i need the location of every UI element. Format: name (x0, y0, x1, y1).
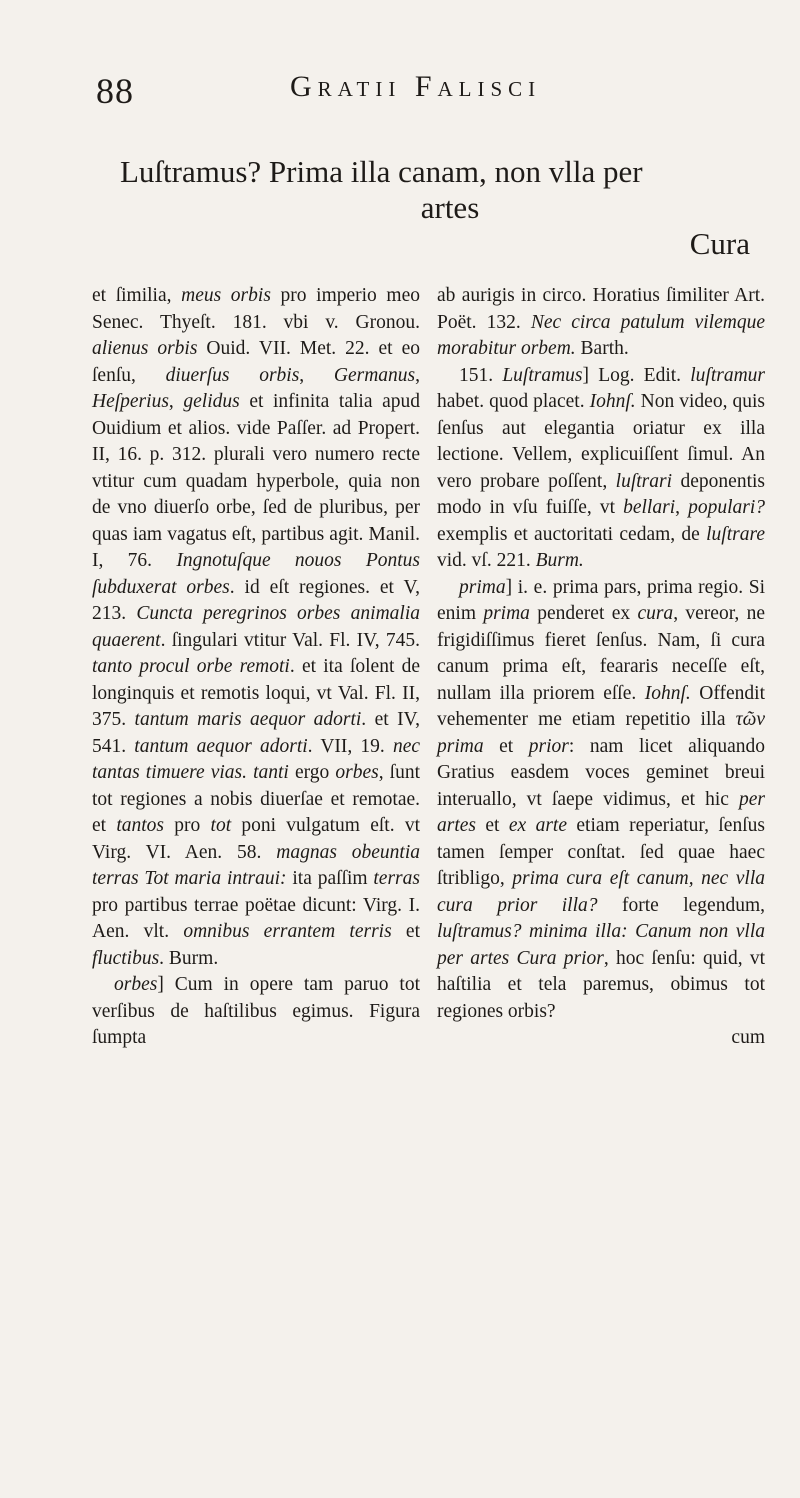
text-run: vid. vſ. 221. (437, 550, 536, 571)
text-run: . Burm. (159, 947, 219, 969)
text-run: , hoc ſenſu: quid, vt haſtilia et tela paremus, obimus tot regiones orbis? (437, 947, 766, 1022)
verse-line-2: artes (420, 190, 480, 225)
text-run: et (483, 735, 529, 757)
commentary-left-column (92, 283, 420, 1052)
text-run: et ſimilia, (92, 285, 182, 306)
text-run: Ouid. VII. Met. 22. et eo ſenſu, (92, 338, 420, 386)
italic-text: terras (373, 868, 420, 889)
text-run: 151. (459, 364, 503, 386)
italic-text: luſtrari (615, 470, 673, 492)
text-run: , ſunt tot regiones a nobis diuerſae et remotae. et (92, 762, 421, 836)
italic-text: fluctibus (92, 947, 160, 969)
text-run: . id eſt regiones. et V, 213. (92, 576, 420, 624)
italic-text: Ingnotuſque nouos Pontus ſubduxerat orbes (92, 550, 420, 598)
text-run: deponentis modo in vſu fuiſſe, vt (437, 470, 765, 518)
text-run: ergo (288, 762, 336, 783)
text-run: . et IV, 541. (92, 709, 421, 757)
text-run: , (299, 364, 334, 386)
text-run: : nam licet aliquando Gratius easdem voces geminet breui interuallo, vt ſaepe vidimus, et hic (437, 735, 765, 810)
italic-text: bellari (623, 497, 676, 518)
verse-line-3: Cura (689, 226, 750, 261)
text-run: ] Log. Edit. (582, 364, 691, 386)
text-run: , vereor, ne frigidiſſimus fieret ſenſus. Nam, ſi cura canum prima eſt, feararis neceſſe eſt, nullam illa priorem eſſe. (437, 603, 766, 704)
text-run: et infinita talia apud Ouidium et alios. vide Paſſer. ad Propert. II, 16. p. 312. plurali vero numero recte vtitur cum quadam hyperbole, quia non de vno diuerſo orbe, ſed de pluribus, per quas iam vagatus eſt, partibus agit. Manil. I, 76. (92, 391, 420, 571)
text-run: pro (164, 815, 211, 836)
verse-line-1: Luſtramus? Prima illa canam, non vlla per (120, 154, 643, 189)
text-run: et (391, 921, 420, 942)
italic-text: diuerſus orbis (165, 364, 300, 386)
italic-text: meus orbis (181, 285, 271, 306)
italic-text: orbes (335, 762, 379, 783)
italic-text: per (739, 788, 765, 810)
italic-text: Iohnſ. (644, 682, 691, 704)
text-run: exemplis et auctoritati cedam, de (437, 523, 707, 545)
text-run: Non video, quis ſenſus aut elegantia oriatur ex illa lectione. Vellem, explicuiſſent ſimul. An vero probare poſſent, (437, 391, 765, 492)
italic-text: Nec circa patulum vilemque morabitur orbem. (437, 311, 765, 359)
right-paragraph-3 (437, 575, 765, 1026)
italic-text: luſtramur (690, 364, 765, 386)
italic-text: magnas obeuntia terras Tot maria intraui: (92, 841, 420, 889)
italic-text: artes (437, 815, 476, 836)
text-run: et (476, 815, 509, 836)
italic-text: tot (210, 815, 232, 836)
text-run: , (675, 497, 689, 518)
text-run: . VII, 19. (307, 735, 393, 757)
left-paragraph-2 (92, 972, 420, 1052)
catchword: cum (731, 1027, 765, 1048)
text-run: ita paſſim (286, 868, 374, 889)
italic-text: luſtrare (706, 523, 765, 545)
right-paragraph-2 (437, 363, 765, 575)
text-run: ab aurigis in circo. Horatius ſimiliter Art. Poët. 132. (437, 285, 765, 333)
text-run: pro partibus terrae poëtae dicunt: Virg. I. Aen. vlt. (92, 894, 420, 942)
italic-text: luſtramus? minima illa: Canum non vlla per artes Cura prior (437, 921, 765, 969)
italic-text: prima (459, 576, 506, 598)
left-paragraph-1 (92, 283, 420, 972)
italic-text: tantum maris aequor adorti (134, 709, 362, 730)
italic-text: Burm. (535, 550, 584, 571)
text-run: poni vulgatum eſt. vt Virg. VI. Aen. 58. (92, 815, 421, 863)
text-run: Barth. (575, 338, 629, 359)
italic-text: Luſtramus (502, 364, 583, 386)
poem-verse (120, 154, 760, 262)
text-run: ] Cum in opere tam paruo tot verſibus de haſtilibus egimus. Figura ſumpta (92, 974, 420, 1048)
italic-text: prima (437, 735, 484, 757)
italic-text: populari? (688, 497, 766, 518)
italic-text: alienus orbis (92, 338, 198, 359)
italic-text: τῶν (735, 709, 765, 730)
italic-text: tantum aequor adorti (134, 735, 308, 757)
running-head: Gratii Falisci (290, 70, 542, 103)
italic-text: Germanus (333, 364, 416, 386)
italic-text: prior (528, 735, 569, 757)
text-run: ] i. e. prima pars, prima regio. Si enim (437, 576, 765, 624)
page-number: 88 (96, 71, 134, 111)
text-run: , (168, 391, 184, 412)
text-run: habet. quod placet. (437, 391, 590, 412)
italic-text: Cuncta peregrinos orbes animalia quaerent (92, 603, 420, 651)
text-run: penderet ex (529, 603, 638, 624)
italic-text: cura (637, 603, 674, 624)
right-paragraph-1 (437, 283, 765, 363)
text-run: Offendit vehementer me etiam repetitio illa (437, 682, 765, 730)
text-run: etiam reperiatur, ſenſus tamen ſemper conſtat. ſed quae haec ſtribligo, (437, 815, 765, 889)
italic-text: tanto procul orbe remoti (92, 656, 290, 677)
italic-text: Iohnſ. (589, 391, 636, 412)
italic-text: tantos (116, 815, 165, 836)
text-run: . et ita ſolent de longinquis et remotis loqui, vt Val. Fl. II, 375. (92, 656, 420, 730)
text-run: pro imperio meo Senec. Thyeſt. 181. vbi v. Gronou. (92, 285, 420, 333)
italic-text: prima (483, 603, 530, 624)
commentary-right-column (437, 283, 765, 1052)
text-run: forte legendum, (597, 894, 765, 916)
italic-text: orbes (114, 974, 158, 995)
italic-text: gelidus (183, 391, 240, 412)
text-run: . ſingulari vtitur Val. Fl. IV, 745. (160, 629, 420, 651)
italic-text: prima cura eſt canum, nec vlla cura prior illa? (437, 868, 765, 916)
italic-text: omnibus errantem terris (183, 921, 392, 942)
text-run: , (415, 364, 420, 386)
italic-text: nec tantas timuere vias. tanti (92, 735, 421, 783)
italic-text: ex arte (508, 815, 567, 836)
italic-text: Heſperius (92, 391, 169, 412)
